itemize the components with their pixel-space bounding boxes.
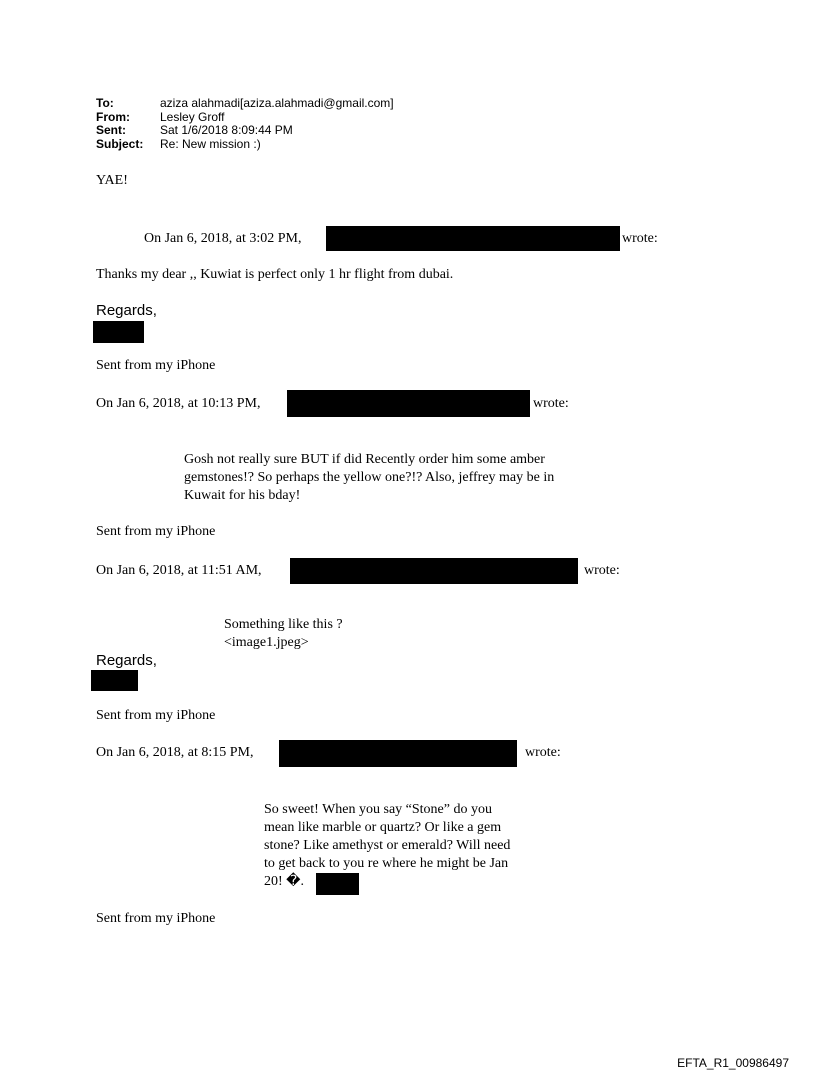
quote2-line: gemstones!? So perhaps the yellow one?!? Also, jeffrey may be in: [184, 470, 555, 485]
quote3-intro: On Jan 6, 2018, at 11:51 AM,: [96, 563, 262, 578]
quote4-line: to get back to you re where he might be Jan: [264, 856, 509, 871]
document-id: EFTA_R1_00986497: [677, 1056, 789, 1070]
redaction-box: [93, 321, 144, 343]
quote2-line: Kuwait for his bday!: [184, 488, 301, 503]
quote2-body: [184, 451, 554, 505]
subject-value: Re: New mission :): [160, 136, 261, 151]
quote3-line: <image1.jpeg>: [224, 635, 309, 650]
from-label: From:: [96, 109, 130, 124]
header-sent-row: [96, 124, 394, 138]
regards-2: Regards,: [96, 652, 157, 669]
quote1-intro: On Jan 6, 2018, at 3:02 PM,: [144, 231, 302, 246]
redaction-box: [279, 740, 517, 767]
sent-value: Sat 1/6/2018 8:09:44 PM: [160, 123, 293, 137]
quote4-line: So sweet! When you say “Stone” do you: [264, 802, 492, 817]
quote3-wrote: wrote:: [584, 563, 620, 578]
quote4-body: [264, 801, 510, 891]
email-header: [96, 97, 394, 151]
redaction-box: [290, 558, 578, 584]
quote1-text: Thanks my dear ,, Kuwiat is perfect only 1 hr flight from dubai.: [96, 267, 454, 282]
quote2-wrote: wrote:: [533, 396, 569, 411]
to-label: To:: [96, 96, 114, 110]
quote4-line: stone? Like amethyst or emerald? Will need: [264, 838, 511, 853]
quote4-wrote: wrote:: [525, 745, 561, 760]
quote4-intro: On Jan 6, 2018, at 8:15 PM,: [96, 745, 254, 760]
to-value: aziza alahmadi[aziza.alahmadi@gmail.com]: [160, 96, 394, 110]
sent-label: Sent:: [96, 123, 126, 137]
redaction-box: [316, 873, 359, 895]
quote3-line: Something like this ?: [224, 617, 343, 632]
header-subject-row: [96, 138, 394, 152]
quote2-intro: On Jan 6, 2018, at 10:13 PM,: [96, 396, 261, 411]
quote4-line: 20! �.: [264, 874, 305, 889]
subject-label: Subject:: [96, 136, 144, 151]
redaction-box: [326, 226, 620, 251]
quote4-line: mean like marble or quartz? Or like a gem: [264, 820, 502, 835]
from-value: Lesley Groff: [160, 109, 225, 124]
quote3-body: [224, 616, 343, 652]
header-to-row: [96, 97, 394, 111]
quote2-line: Gosh not really sure BUT if did Recently order him some amber: [184, 452, 545, 467]
sent-from-iphone-2: Sent from my iPhone: [96, 524, 216, 539]
regards-1: Regards,: [96, 302, 157, 319]
reply-text: YAE!: [96, 173, 128, 188]
sent-from-iphone-1: Sent from my iPhone: [96, 358, 216, 373]
header-from-row: [96, 111, 394, 125]
quote1-wrote: wrote:: [622, 231, 658, 246]
sent-from-iphone-4: Sent from my iPhone: [96, 911, 216, 926]
redaction-box: [91, 670, 138, 691]
sent-from-iphone-3: Sent from my iPhone: [96, 708, 216, 723]
redaction-box: [287, 390, 530, 417]
